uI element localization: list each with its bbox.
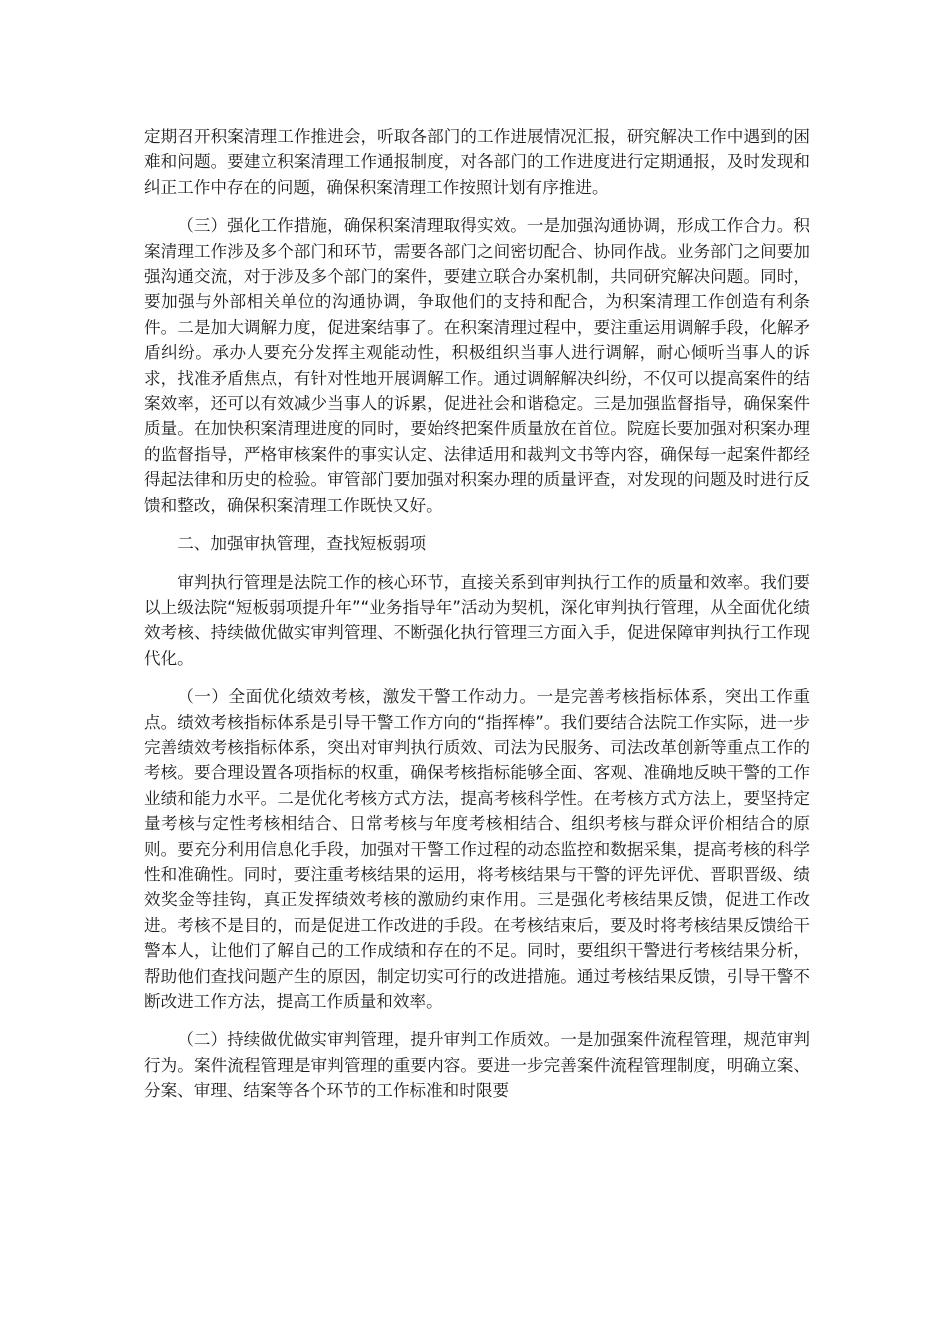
document-page (144, 124, 810, 1117)
paragraph-trial-management: （二）持续做优做实审判管理，提升审判工作质效。一是加强案件流程管理，规范审判行为。案件流程管理是审判管理的重要内容。要进一步完善案件流程管理制度，明确立案、分案、审理、结案等各个环节的工作标准和时限要 (144, 1030, 810, 1101)
paragraph-continuation: 定期召开积案清理工作推进会，听取各部门的工作进展情况汇报，研究解决工作中遇到的困难和问题。要建立积案清理工作通报制度，对各部门的工作进度进行定期通报，及时发现和纠正工作中存在的问题，确保积案清理工作按照计划有序推进。 (144, 127, 810, 197)
paragraph-management-intro: 审判执行管理是法院工作的核心环节，直接关系到审判执行工作的质量和效率。我们要以上级法院“短板弱项提升年”“业务指导年”活动为契机，深化审判执行管理，从全面优化绩效考核、持续做优做实审判管理、不断强化执行管理三方面入手，促进保障审判执行工作现代化。 (144, 572, 810, 668)
paragraph-section-3-measures: （三）强化工作措施，确保积案清理取得实效。一是加强沟通协调，形成工作合力。积案清理工作涉及多个部门和环节，需要各部门之间密切配合、协同作战。业务部门之间要加强沟通交流，对于涉及多个部门的案件，要建立联合办案机制，共同研究解决问题。同时，要加强与外部相关单位的沟通协调，争取他们的支持和配合，为积案清理工作创造有利条件。二是加大调解力度，促进案结事了。在积案清理过程中，要注重运用调解手段，化解矛盾纠纷。承办人要充分发挥主观能动性，积极组织当事人进行调解，耐心倾听当事人的诉求，找准矛盾焦点，有针对性地开展调解工作。通过调解解决纠纷，不仅可以提高案件的结案效率，还可以有效减少当事人的诉累，促进社会和谐稳定。三是加强监督指导，确保案件质量。在加快积案清理进度的同时，要始终把案件质量放在首位。院庭长要加强对积案办理的监督指导，严格审核案件的事实认定、法律适用和裁判文书等内容，确保每一起案件都经得起法律和历史的检验。审管部门要加强对积案办理的质量评查，对发现的问题及时进行反馈和整改，确保积案清理工作既快又好。 (144, 216, 810, 515)
paragraph-performance-assessment: （一）全面优化绩效考核，激发干警工作动力。一是完善考核指标体系，突出工作重点。绩效考核指标体系是引导干警工作方向的“指挥棒”。我们要结合法院工作实际，进一步完善绩效考核指标体系，突出对审判执行质效、司法为民服务、司法改革创新等重点工作的考核。要合理设置各项指标的权重，确保考核指标能够全面、客观、准确地反映干警的工作业绩和能力水平。二是优化考核方式方法，提高考核科学性。在考核方式方法上，要坚持定量考核与定性考核相结合、日常考核与年度考核相结合、组织考核与群众评价相结合的原则。要充分利用信息化手段，加强对干警工作过程的动态监控和数据采集，提高考核的科学性和准确性。同时，要注重考核结果的运用，将考核结果与干警的评先评优、晋职晋级、绩效奖金等挂钩，真正发挥绩效考核的激励约束作用。三是强化考核结果反馈，促进工作改进。考核不是目的，而是促进工作改进的手段。在考核结束后，要及时将考核结果反馈给干警本人，让他们了解自己的工作成绩和存在的不足。同时，要组织干警进行考核结果分析，帮助他们查找问题产生的原因，制定切实可行的改进措施。通过考核结果反馈，引导干警不断改进工作方法，提高工作质量和效率。 (144, 687, 810, 1011)
section-heading-2: 二、加强审执管理，查找短板弱项 (177, 534, 427, 554)
